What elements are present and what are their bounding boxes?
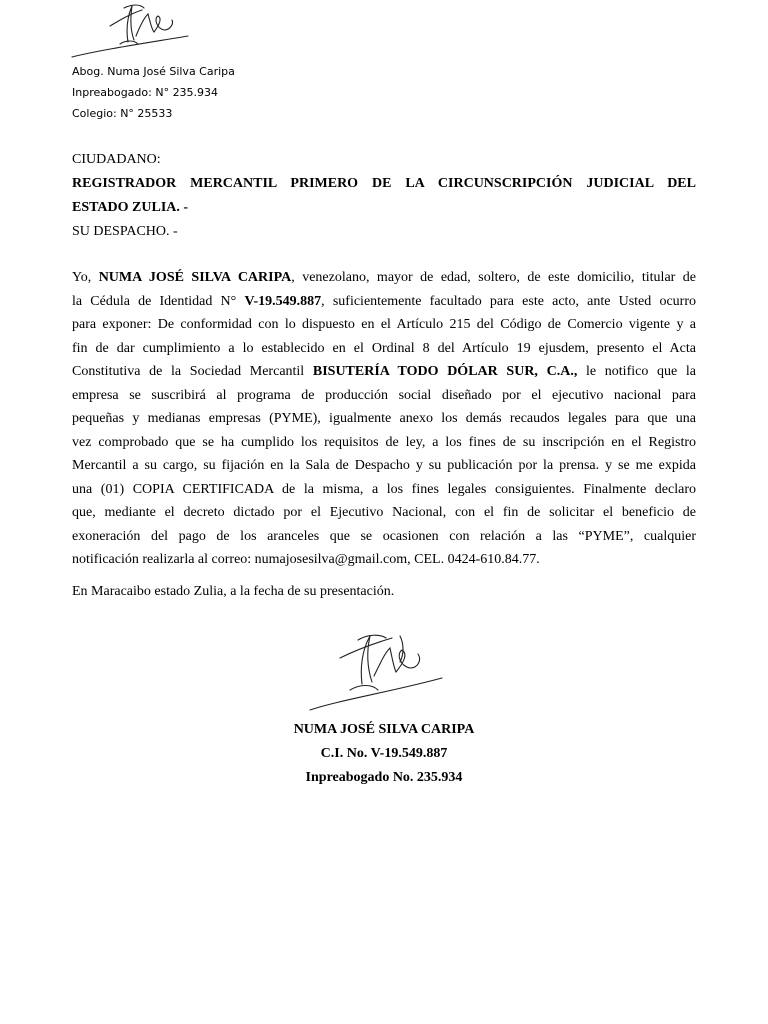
office-line-2: ESTADO ZULIA. -	[72, 200, 189, 215]
body-line: la Cédula de Identidad N° V-19.549.887, suficientemente facultado para este acto, ante Usted ocurro	[72, 293, 696, 309]
letterhead-name: Abog. Numa José Silva Caripa	[72, 65, 235, 78]
body-line: fin de dar cumplimiento a lo establecido en el Ordinal 8 del Artículo 19 ejusdem, presento el Acta	[72, 340, 696, 356]
body-line: Constitutiva de la Sociedad Mercantil BISUTERÍA TODO DÓLAR SUR, C.A., le notifico que la	[72, 364, 697, 379]
closing-line: En Maracaibo estado Zulia, a la fecha de su presentación.	[72, 584, 395, 599]
body-line: pequeñas y medianas empresas (PYME), igualmente anexo los demás recaudos legales para que una	[72, 411, 696, 426]
body-line: Yo, NUMA JOSÉ SILVA CARIPA, venezolano, mayor de edad, soltero, de este domicilio, titular de	[72, 270, 697, 285]
body-line: vez comprobado que se ha cumplido los requisitos de ley, a los fines de su inscripción en el Registro	[72, 434, 696, 450]
body-paragraph	[72, 266, 696, 572]
signature-bottom	[300, 628, 460, 714]
signer-inpreabogado: Inpreabogado No. 235.934	[305, 770, 463, 785]
signer-name: NUMA JOSÉ SILVA CARIPA	[293, 722, 475, 737]
despacho: SU DESPACHO. -	[72, 224, 178, 239]
letterhead-inpreabogado: Inpreabogado: N° 235.934	[72, 86, 219, 99]
body-line: una (01) COPIA CERTIFICADA de la misma, a los fines legales consiguientes. Finalmente declaro	[72, 481, 696, 497]
office-line-1: REGISTRADOR MERCANTIL PRIMERO DE LA CIRCUNSCRIPCIÓN JUDICIAL DEL	[72, 176, 696, 191]
body-line: Mercantil a su cargo, su fijación en la Sala de Despacho y su publicación por la prensa. y se me expida	[72, 458, 696, 473]
body-line: para exponer: De conformidad con lo dispuesto en el Artículo 215 del Código de Comercio vigente y a	[72, 317, 696, 332]
addressee-block	[72, 148, 696, 244]
signature-top	[70, 0, 210, 62]
letterhead-colegio: Colegio: N° 25533	[72, 107, 173, 120]
signer-block	[0, 718, 768, 790]
signer-ci: C.I. No. V-19.549.887	[320, 746, 448, 761]
body-line: empresa se suscribirá al programa de producción social diseñado por el ejecutivo nacional para	[72, 387, 696, 403]
salutation: CIUDADANO:	[72, 152, 161, 167]
body-line: exoneración del pago de los aranceles que se ocasionen con relación a las “PYME”, cualquier	[72, 528, 696, 544]
body-line: que, mediante el decreto dictado por el Ejecutivo Nacional, con el fin de solicitar el beneficio de	[72, 505, 696, 520]
body-line: notificación realizarla al correo: numajosesilva@gmail.com, CEL. 0424-610.84.77.	[72, 552, 540, 567]
